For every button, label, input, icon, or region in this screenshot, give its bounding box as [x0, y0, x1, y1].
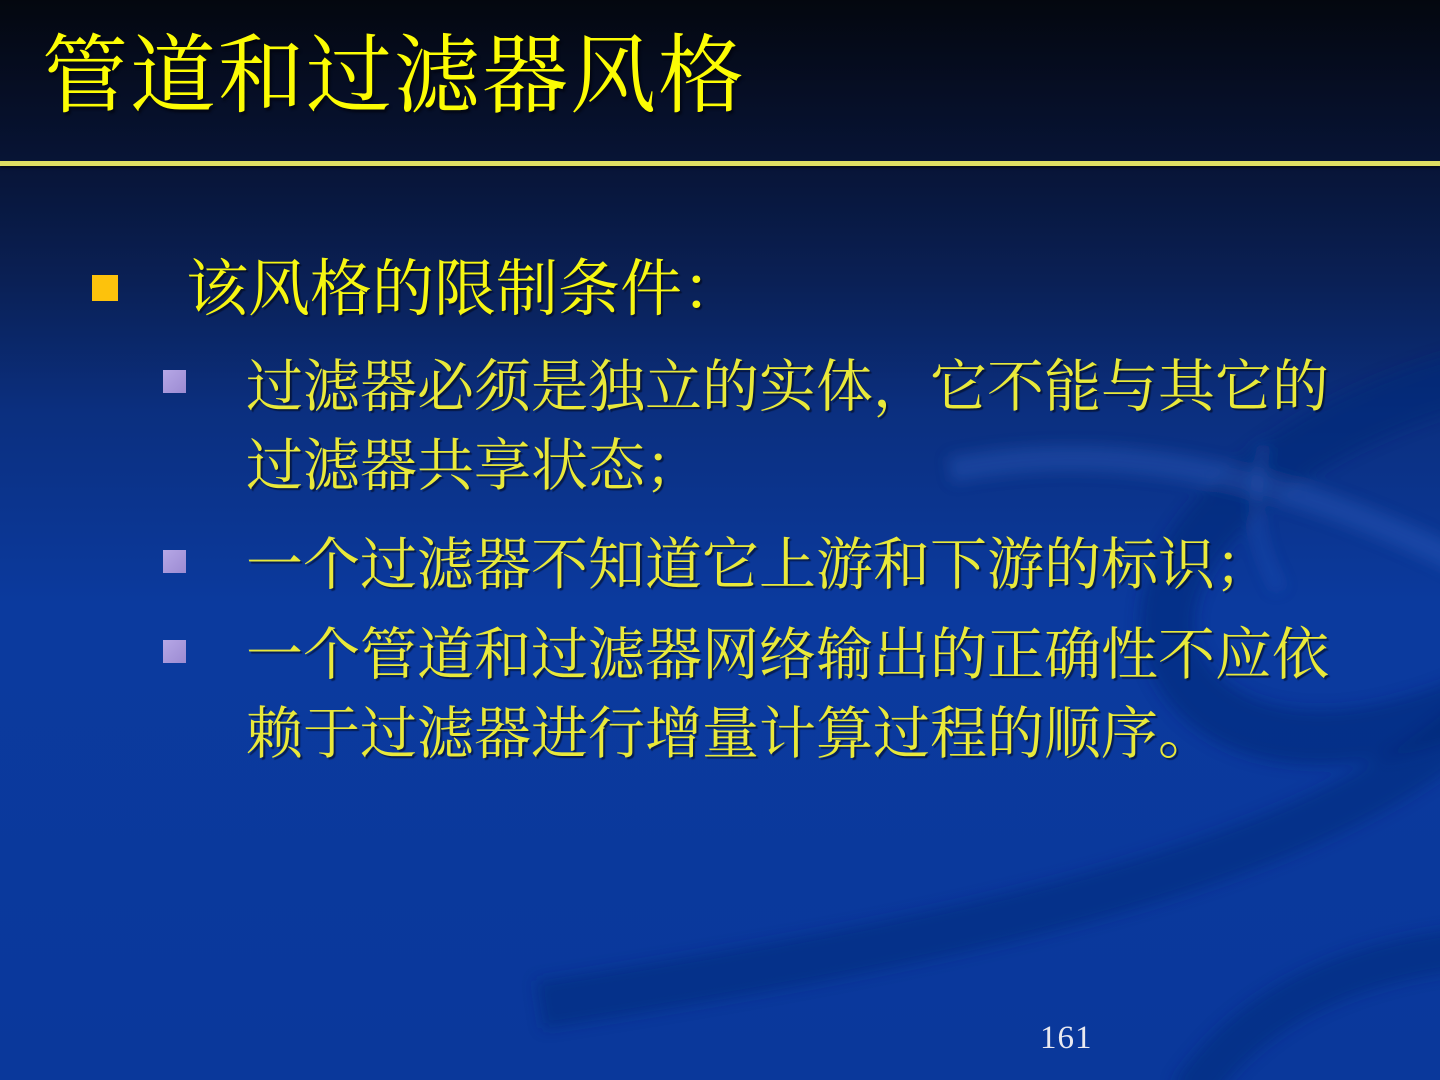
- bullet-text-line: 过滤器必须是独立的实体，它不能与其它的: [246, 356, 1329, 419]
- square-bullet-gold-icon: [92, 275, 118, 301]
- title-divider-line: [0, 161, 1440, 166]
- square-bullet-purple-icon: [163, 640, 186, 663]
- bullet-text-line: 一个管道和过滤器网络输出的正确性不应依: [246, 624, 1329, 687]
- square-bullet-purple-icon: [163, 550, 186, 573]
- bullet-text-line: 过滤器共享状态；: [246, 435, 702, 498]
- bullet-text-line: 一个过滤器不知道它上游和下游的标识；: [246, 534, 1272, 597]
- bullet-text-line: 该风格的限制条件：: [186, 256, 745, 324]
- page-number: 161: [1040, 1020, 1093, 1056]
- bullet-text-line: 赖于过滤器进行增量计算过程的顺序。: [246, 703, 1215, 766]
- slide-title: 管道和过滤器风格: [42, 28, 746, 124]
- square-bullet-purple-icon: [163, 370, 186, 393]
